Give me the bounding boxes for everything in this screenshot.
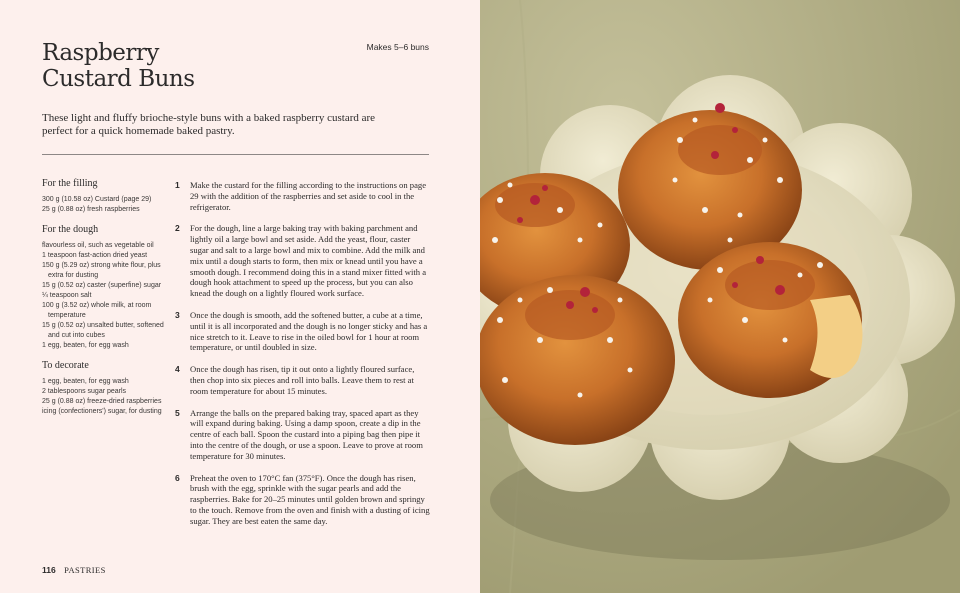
buns-photo [480, 0, 960, 593]
ingredient-list [42, 195, 167, 215]
recipe-title-line2: Custard Buns [42, 66, 195, 92]
ingredient-list [42, 241, 167, 351]
ingredient-item: ¼ teaspoon salt [42, 292, 92, 299]
ingredient-item: 15 g (0.52 oz) unsalted butter, softened and cut into cubes [42, 322, 164, 339]
ingredient-group-heading: To decorate [42, 360, 89, 371]
ingredient-item: 1 teaspoon fast-action dried yeast [42, 252, 148, 259]
method-step [175, 364, 430, 396]
recipe-title-line1: Raspberry [42, 40, 159, 66]
ingredient-group-heading: For the dough [42, 224, 99, 235]
method-steps [175, 180, 430, 538]
buns-photo-illustration [480, 0, 960, 593]
step-number: 4 [175, 364, 180, 375]
bitten-bun [678, 242, 863, 398]
ingredients-column [42, 178, 167, 426]
step-text: For the dough, line a large baking tray with baking parchment and lightly oil a large bowl and set aside. Add the yeast, flour, caster sugar and salt to a large bowl and mix to combine. Add the milk and mix until a dough starts to form, then mix or knead until you have a smooth dough. I recommend doing this in a stand mixer fitted with a dough hook attachment to speed up the process, but you can also knead the dough on a lightly floured work surface. [190, 223, 427, 299]
recipe-intro: These light and fluffy brioche-style buns with a baked raspberry custard are perfect for a quick homemade baked pastry. [42, 112, 376, 137]
step-text: Make the custard for the filling according to the instructions on page 29 with the addition of the raspberries and set aside to cool in the refrigerator. [190, 180, 427, 212]
ingredient-item: 100 g (3.52 oz) whole milk, at room temperature [42, 302, 152, 319]
ingredient-item: 2 tablespoons sugar pearls [42, 388, 127, 395]
method-step [175, 310, 430, 353]
step-text: Once the dough has risen, tip it out onto a lightly floured surface, then chop into six pieces and roll into balls. Leave them to rest at room temperature for about 15 minutes. [190, 364, 415, 396]
step-number: 5 [175, 407, 180, 418]
ingredient-group-filling [42, 178, 167, 215]
page-footer [42, 565, 106, 575]
method-step [175, 223, 430, 299]
step-text: Preheat the oven to 170°C fan (375°F). Once the dough has risen, brush with the egg, sprinkle with the sugar pearls and add the raspberries. Bake for 20–25 minutes until golden brown and springy to the touch. Remove from the oven and finish with a dusting of icing sugar. They are best eaten the same day. [190, 472, 430, 526]
step-number: 3 [175, 309, 180, 320]
bun [480, 275, 675, 445]
section-name: PASTRIES [64, 565, 106, 575]
yield-note: Makes 5–6 buns [366, 42, 429, 52]
ingredient-item: 25 g (0.88 oz) freeze-dried raspberries [42, 398, 162, 405]
divider [42, 154, 429, 155]
recipe-title [42, 40, 342, 92]
ingredient-item: 1 egg, beaten, for egg wash [42, 342, 129, 349]
ingredient-item: 300 g (10.58 oz) Custard (page 29) [42, 196, 152, 203]
ingredient-item: icing (confectioners') sugar, for dusting [42, 408, 162, 415]
step-number: 6 [175, 472, 180, 483]
page-number: 116 [42, 565, 56, 575]
method-step [175, 408, 430, 462]
step-text: Once the dough is smooth, add the softened butter, a cube at a time, until it is all incorporated and the dough is no longer sticky and has a nice stretch to it. Leave to rise in the oiled bowl for 1 hour at room temperature, or until doubled in size. [190, 309, 428, 353]
ingredient-group-heading: For the filling [42, 178, 98, 189]
ingredient-item: 15 g (0.52 oz) caster (superfine) sugar [42, 282, 162, 289]
step-number: 2 [175, 223, 180, 234]
ingredient-list [42, 377, 167, 417]
ingredient-group-dough [42, 224, 167, 351]
step-text: Arrange the balls on the prepared baking tray, spaced apart as they will expand during baking. Using a damp spoon, create a dip in the centre of each ball. Spoon the custard into a piping bag then pipe it into the centre of the dough, or use a spoon. Leave to prove at room temperature for 30 minutes. [190, 407, 423, 461]
ingredient-group-decorate [42, 360, 167, 417]
step-number: 1 [175, 180, 180, 190]
ingredient-item: 25 g (0.88 oz) fresh raspberries [42, 206, 140, 213]
ingredient-item: 150 g (5.29 oz) strong white flour, plus extra for dusting [42, 262, 161, 279]
method-step [175, 180, 430, 212]
method-step [175, 473, 430, 527]
ingredient-item: flavourless oil, such as vegetable oil [42, 242, 154, 249]
ingredient-item: 1 egg, beaten, for egg wash [42, 378, 129, 385]
